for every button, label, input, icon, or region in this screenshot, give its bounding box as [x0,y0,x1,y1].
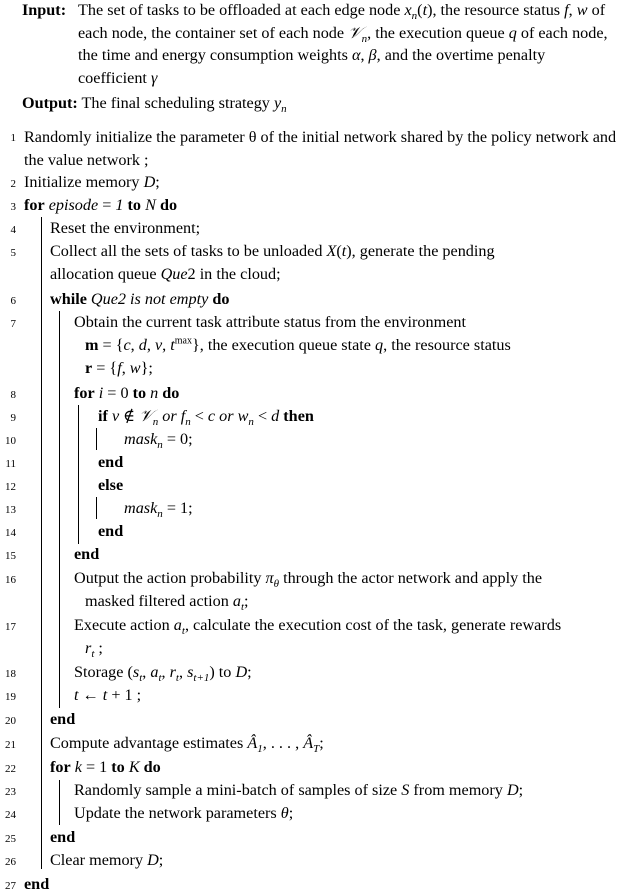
block-bar-else [96,497,97,519]
input-label: Input: [22,1,67,19]
block-bar-for-i [78,405,79,544]
input-text: The set of tasks to be offloaded at each edge node $x_n(t)$, the resource status f, w of each node, the container set of each node 𝒱$_n$, the execution queue q of each node, the time and energy consumption weights α, β, and the overtime penalty coefficient γ [78,1,608,87]
block-bar-for-k [59,780,60,825]
algorithm-block: Input: The set of tasks to be offloaded at each edge node $x_n(t)$, the resource status f, w of each node, the container set of each node 𝒱$_n$, the execution queue q of each node, the time and energy consumption weights α, β, and the overtime penalty coefficient γ Output: The final scheduling strategy $y_n$ 1 Randomly initialize the parameter θ of the initial network shared by the policy network and the value network ; 2 Initialize memory D; 3 for episode = 1 to N do 4 Reset the environment; 5 Collect all the sets of tasks to be unloaded X(t), generate the pending allocation queue Que2 in the cloud; 6 while Que2 is not empty do 7 Obtain the current task attribute status from the environment m = {c, d, v, $t^{max}$}, the execution queue state q, the resource status r = {f, w}; 8 for i = 0 to n do 9 if v ∉ 𝒱$_n$ or $f_n < c$ or $w_n < d$ then 10 mask$_n$ = 0; 11 end 12 else 13 mask$_n$ = 1; 14 end 15 end 16 Output the action probability $\pi_\theta$ through the actor network and apply the masked filtered action $a_t$; 17 Execute action $a_t$, calculate the execution cost of the task, generate rewards $r_t$ ; 18 Storage ($s_t$, $a_t$, $r_t$, $s_{t+1}$) to D; 19 t ← t + 1 ; 20 end 21 Compute advantage estimates $Â_1$, . . . , $Â_T$; 22 for k = 1 to K do 23 Randomly sample a mini-batch of samples of size S from memory D; 24 Update the network parameters θ; 25 end 26 Clear memory D; 27 end [5,1,617,893]
block-bar-for-episode [41,217,42,869]
block-bar-if [96,428,97,450]
block-bar-while [59,311,60,708]
output-line: Output: The final scheduling strategy $y_n$ [22,94,287,116]
